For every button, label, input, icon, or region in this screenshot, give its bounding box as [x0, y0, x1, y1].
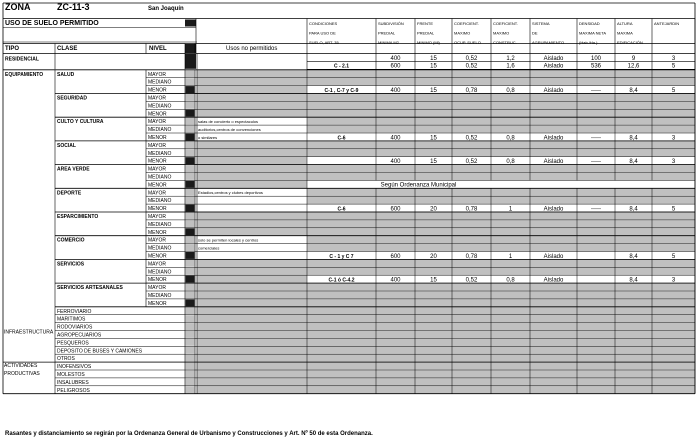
uso-no-permitido-7-1: comerciales [198, 245, 220, 251]
cond-grey-cell [307, 94, 695, 101]
cond-header-7-1: MAXIMA [617, 30, 633, 36]
eq-densidad-0: ----- [591, 87, 601, 94]
eq-altura-8: 8,4 [629, 277, 638, 284]
infra-clase-4: PESQUEROS [57, 340, 89, 347]
infra-grey-row [197, 323, 695, 330]
usos-grey-cell [197, 181, 307, 188]
nivel-dark-box [186, 86, 195, 93]
cond-header-1-2: MINIMA M2 [378, 40, 399, 45]
nivel-2-0: MAYOR [148, 119, 166, 126]
nivel-grey-box [186, 165, 195, 172]
cond-grey-cell [307, 228, 695, 235]
cond-header-4-0: COEFICIENT. [493, 21, 518, 26]
eq-antejardin-8: 3 [671, 277, 676, 284]
eq-cond-code-0: C-1 , C-7 y C-9 [324, 87, 359, 94]
cond-grey-cell [307, 197, 695, 204]
cond-header-6-0: DENSIDAD [579, 21, 600, 26]
usos-grey-cell [197, 78, 307, 85]
col-clase: CLASE [57, 46, 78, 52]
res-coef-ocup-0: 0,52 [465, 55, 478, 62]
cond-header-7-2: EDIFICACIÓN [617, 40, 643, 45]
cond-header-4-2: CONSTRUC. [493, 40, 517, 45]
infra-nivel-box [186, 339, 195, 346]
nivel-1-2: MENOR [148, 111, 167, 118]
nivel-grey-box [186, 268, 195, 275]
cond-header-6-1: MAXIMA NETA [579, 30, 607, 36]
nivel-2-1: MEDIANO [148, 127, 172, 134]
nivel-grey-box [186, 94, 195, 101]
usos-grey-cell [197, 94, 307, 101]
nivel-grey-box [186, 244, 195, 251]
res-subdivision-1: 600 [390, 63, 401, 70]
nivel-5-0: MAYOR [148, 190, 166, 197]
cond-header-1-1: PREDIAL [378, 30, 396, 36]
usos-grey-cell [197, 70, 307, 77]
infra-nivel-box [186, 315, 195, 322]
eq-coef-constr-0: 0,8 [506, 87, 515, 94]
nivel-1-1: MEDIANO [148, 103, 172, 110]
nivel-7-1: MEDIANO [148, 245, 172, 252]
eq-densidad-5: ----- [591, 206, 601, 213]
eq-altura-0: 8,4 [629, 87, 638, 94]
nivel-9-2: MENOR [148, 300, 167, 307]
cond-header-5-1: DE [532, 30, 538, 36]
res-coef-constr-1: 1,6 [506, 63, 515, 70]
clase-0: SALUD [57, 71, 75, 78]
cond-grey-cell [307, 268, 695, 275]
clase-6: ESPARCIMIENTO [57, 214, 99, 220]
res-subdivision-0: 400 [390, 55, 401, 62]
header-dark-box [185, 20, 196, 27]
cond-grey-cell [307, 244, 695, 251]
eq-subdivision-0: 400 [390, 87, 401, 94]
nivel-6-1: MEDIANO [148, 221, 172, 228]
nivel-8-2: MENOR [148, 277, 167, 284]
act-nivel-box [186, 386, 195, 393]
cond-grey-cell [307, 125, 695, 132]
uso-no-permitido-2-0: salas de concierto o espectaculos [198, 119, 259, 124]
cond-grey-cell [307, 110, 695, 117]
eq-densidad-3: ----- [591, 159, 601, 165]
cond-header-2-2: MINIMO (Ml) [417, 40, 440, 45]
eq-coef-constr-2: 0,8 [506, 135, 515, 142]
zona-code: ZC-11-3 [57, 2, 90, 12]
eq-cond-code-2: C-6 [337, 135, 346, 142]
eq-coef-constr-5: 1 [508, 206, 513, 213]
cond-grey-cell [307, 141, 695, 148]
eq-altura-5: 8,4 [629, 206, 638, 213]
cond-grey-cell [307, 220, 695, 227]
usos-grey-cell [197, 173, 307, 180]
act-nivel-box [186, 371, 195, 378]
nivel-9-0: MAYOR [148, 285, 166, 292]
tipo-actividades-1: PRODUCTIVAS [4, 371, 40, 378]
eq-coef-ocup-7: 0,78 [465, 253, 478, 260]
cond-header-3-0: COEFICIENT. [454, 21, 479, 26]
cond-grey-cell [307, 283, 695, 290]
nivel-grey-box [186, 173, 195, 180]
footer-note: Rasantes y distanciamiento se regirán por la Ordenanza General de Urbanismo y Construcciones y Art. Nº 50 de esta Ordenanza. [5, 431, 373, 437]
nivel-grey-box [186, 220, 195, 227]
usos-grey-cell [197, 102, 307, 109]
infra-nivel-box [186, 331, 195, 338]
nivel-6-0: MAYOR [148, 214, 166, 220]
eq-agrupamiento-7: Aislado [543, 253, 564, 260]
act-grey-row [197, 378, 695, 385]
infra-nivel-box [186, 307, 195, 314]
cond-grey-cell [307, 70, 695, 77]
nivel-grey-box [186, 189, 195, 196]
tipo-residencial: RESIDENCIAL [5, 56, 39, 63]
infra-clase-3: AGROPECUARIOS [57, 332, 102, 339]
nivel-grey-box [186, 126, 195, 133]
eq-cond-code-5: C-6 [337, 206, 346, 213]
usos-grey-cell [197, 276, 307, 283]
eq-antejardin-0: 5 [671, 87, 676, 94]
nivel-grey-box [186, 149, 195, 156]
eq-agrupamiento-5: Aislado [543, 206, 564, 213]
nivel-1-0: MAYOR [148, 95, 166, 102]
col-usos-no-permitidos: Usos no permitidos [226, 46, 278, 52]
infra-clase-2: RODOVIARIOS [57, 324, 93, 331]
act-grey-row [197, 362, 695, 369]
usos-grey-cell [197, 220, 307, 227]
res-coef-ocup-1: 0,52 [465, 63, 478, 70]
uso-no-permitido-2-1: auditorios,centros de convenciones [198, 126, 261, 132]
usos-grey-cell [197, 291, 307, 298]
nivel-grey-box [186, 118, 195, 125]
eq-agrupamiento-2: Aislado [543, 135, 564, 142]
nivel-3-2: MENOR [148, 158, 167, 165]
res-densidad-0: 100 [590, 55, 602, 62]
eq-frente-0: 15 [430, 87, 437, 94]
eq-coef-constr-8: 0,8 [506, 277, 515, 284]
eq-frente-3: 15 [430, 159, 437, 165]
clase-8: SERVICIOS [57, 261, 85, 268]
note-4: Según Ordenanza Municipal [380, 182, 457, 189]
tipo-equipamiento: EQUIPAMIENTO [5, 71, 44, 78]
clase-5: DEPORTE [57, 190, 82, 197]
nivel-grey-box [186, 197, 195, 204]
cond-grey-cell [307, 102, 695, 109]
eq-coef-constr-3: 0,8 [506, 159, 515, 165]
nivel-7-2: MENOR [148, 253, 167, 260]
uso-no-permitido-7-0: solo se permiten locales y centros [198, 237, 259, 243]
eq-antejardin-7: 5 [671, 253, 676, 260]
eq-agrupamiento-3: Aislado [543, 159, 564, 165]
nivel-0-2: MENOR [148, 87, 167, 94]
res-antejardin-0: 3 [671, 55, 676, 62]
cond-header-5-0: SISTEMA [532, 21, 550, 26]
nivel-9-1: MEDIANO [148, 293, 172, 299]
cond-grey-cell [307, 189, 695, 196]
act-nivel-box [186, 363, 195, 370]
eq-frente-8: 15 [430, 277, 437, 284]
location-label: San Joaquín [148, 6, 184, 12]
nivel-grey-box [186, 141, 195, 148]
usos-grey-cell [197, 165, 307, 172]
eq-subdivision-8: 400 [390, 277, 401, 284]
cond-grey-cell [307, 165, 695, 172]
nivel-grey-box [186, 292, 195, 299]
nivel-grey-box [186, 284, 195, 291]
usos-grey-cell [197, 228, 307, 235]
infra-nivel-box [186, 355, 195, 362]
infra-grey-row [197, 339, 695, 346]
nivel-4-1: MEDIANO [148, 174, 172, 181]
usos-grey-cell [197, 86, 307, 93]
infra-clase-1: MARITIMOS [57, 316, 86, 323]
usos-grey-cell [197, 212, 307, 219]
cond-header-0-0: CONDICIONES [309, 21, 338, 26]
nivel-dark-box [186, 110, 195, 117]
usos-grey-cell [197, 141, 307, 148]
infra-grey-row [197, 315, 695, 322]
cond-header-0-1: PARA USO DE [309, 30, 336, 36]
res-frente-1: 15 [430, 63, 437, 70]
cond-grey-cell [307, 149, 695, 156]
eq-coef-ocup-2: 0,52 [465, 135, 478, 142]
cond-header-5-2: AGRUPAMIENTO [532, 40, 565, 45]
cond-grey-cell [307, 236, 695, 243]
infra-grey-row [197, 307, 695, 314]
nivel-grey-box [186, 78, 195, 85]
eq-altura-2: 8,4 [629, 135, 638, 142]
zona-label: ZONA [5, 2, 31, 12]
eq-subdivision-7: 600 [390, 253, 401, 260]
infra-clase-5: DEPOSITO DE BUSES Y CAMIONES [57, 348, 143, 355]
nivel-dark-box [186, 134, 195, 141]
nivel-5-2: MENOR [148, 206, 167, 213]
nivel-dark-box [186, 205, 195, 212]
eq-frente-2: 15 [430, 135, 437, 142]
nivel-8-0: MAYOR [148, 261, 166, 268]
nivel-grey-box [186, 70, 195, 77]
tipo-infraestructura: INFRAESTRUCTURA [4, 329, 54, 336]
clase-9: SERVICIOS ARTESANALES [57, 285, 123, 292]
col-nivel: NIVEL [149, 46, 167, 52]
eq-coef-constr-7: 1 [508, 253, 513, 260]
act-nivel-box [186, 378, 195, 385]
eq-subdivision-5: 600 [390, 206, 401, 213]
nivel-5-1: MEDIANO [148, 198, 172, 205]
nivel-6-2: MENOR [148, 229, 167, 236]
cond-grey-cell [307, 78, 695, 85]
cond-header-1-0: SUBDIVISIÓN [378, 21, 404, 26]
usos-grey-cell [197, 299, 307, 306]
cond-grey-cell [307, 299, 695, 306]
nivel-dark-box [186, 228, 195, 235]
usos-grey-cell [197, 110, 307, 117]
res-usos [197, 54, 307, 69]
res-densidad-1: 536 [590, 63, 602, 70]
nivel-4-0: MAYOR [148, 166, 166, 173]
cond-grey-cell [307, 260, 695, 267]
nivel-7-0: MAYOR [148, 237, 166, 244]
res-cond-code-1: C - 2.1 [333, 63, 350, 70]
nivel-dark-box [186, 157, 195, 164]
clase-3: SOCIAL [57, 142, 76, 149]
uso-no-permitido-5-0: Estadios,centros y clubes deportivos [198, 190, 263, 196]
clase-2: CULTO Y CULTURA [57, 119, 104, 126]
cond-header-7-0: ALTURA [617, 21, 633, 26]
eq-antejardin-2: 3 [671, 135, 676, 142]
cond-header-2-0: FRENTE [417, 21, 433, 26]
act-clase-1: MOLESTOS [57, 372, 85, 378]
cond-header-8-0: ANTEJARDIN [654, 21, 680, 26]
eq-frente-5: 20 [430, 206, 437, 213]
nivel-8-1: MEDIANO [148, 269, 172, 276]
nivel-grey-box [186, 236, 195, 243]
cond-header-3-2: OCUP. SUELO [454, 40, 481, 45]
eq-subdivision-2: 400 [390, 135, 401, 142]
eq-altura-7: 8,4 [629, 253, 638, 260]
cond-grey-cell [307, 118, 695, 125]
usos-grey-cell [197, 283, 307, 290]
eq-cond-code-7: C - 1 y C 7 [329, 253, 354, 260]
act-clase-2: INSALUBRES [57, 379, 89, 386]
infra-grey-row [197, 355, 695, 362]
res-agrupamiento-0: Aislado [543, 55, 564, 62]
res-dark-box [185, 54, 196, 69]
nivel-dark-box [186, 252, 195, 259]
nivel-3-1: MEDIANO [148, 150, 172, 157]
res-altura-1: 12,6 [627, 63, 640, 70]
eq-antejardin-5: 5 [671, 206, 676, 213]
clase-7: COMERCIO [57, 237, 85, 244]
cond-header-6-2: (Hab./Ha.) [579, 40, 598, 45]
infra-clase-0: FERROVIARIO [57, 308, 92, 315]
tipo-actividades-0: ACTIVIDADES [4, 363, 38, 370]
nivel-dark-box [186, 181, 195, 188]
nivel-2-2: MENOR [148, 135, 167, 141]
eq-coef-ocup-3: 0,52 [465, 159, 478, 165]
res-altura-0: 9 [631, 55, 636, 62]
nivel-3-0: MAYOR [148, 142, 166, 149]
eq-antejardin-3: 3 [671, 159, 676, 165]
res-coef-constr-0: 1,2 [506, 55, 515, 62]
act-clase-3: PELIGROSOS [57, 387, 90, 394]
cond-header-3-1: MAXIMO [454, 30, 471, 36]
cond-header-2-1: PREDIAL [417, 30, 435, 36]
res-antejardin-1: 5 [671, 63, 676, 70]
act-grey-row [197, 370, 695, 377]
infra-clase-6: OTROS [57, 356, 75, 363]
nivel-grey-box [186, 213, 195, 220]
usos-grey-cell [197, 149, 307, 156]
cond-grey-cell [307, 291, 695, 298]
res-frente-0: 15 [430, 55, 437, 62]
cond-header-0-2: SUELO, ART. 35 [309, 40, 339, 45]
clase-4: AREA VERDE [57, 166, 90, 173]
eq-coef-ocup-0: 0,78 [465, 87, 478, 94]
col-tipo: TIPO [5, 46, 20, 52]
nivel-0-1: MEDIANO [148, 79, 172, 86]
usos-grey-cell [197, 260, 307, 267]
nivel-dark-box [186, 276, 195, 283]
eq-coef-ocup-8: 0,52 [465, 277, 478, 284]
header-nivel-dark [185, 44, 196, 53]
usos-grey-cell [197, 157, 307, 164]
infra-grey-row [197, 331, 695, 338]
nivel-grey-box [186, 260, 195, 267]
infra-grey-row [197, 347, 695, 354]
eq-agrupamiento-0: Aislado [543, 87, 564, 94]
nivel-grey-box [186, 102, 195, 109]
nivel-0-0: MAYOR [148, 71, 166, 78]
usos-grey-cell [197, 268, 307, 275]
cond-grey-cell [307, 212, 695, 219]
nivel-4-2: MENOR [148, 182, 167, 189]
nivel-dark-box [186, 299, 195, 306]
act-grey-row [197, 386, 695, 393]
infra-nivel-box [186, 347, 195, 354]
clase-1: SEGURIDAD [57, 95, 88, 102]
eq-densidad-2: ----- [591, 135, 601, 142]
act-clase-0: INOFENSIVOS [57, 364, 92, 371]
res-agrupamiento-1: Aislado [543, 63, 564, 70]
eq-altura-3: 8,4 [629, 159, 638, 165]
cond-header-4-1: MAXIMO [493, 30, 510, 36]
eq-agrupamiento-8: Aislado [543, 277, 564, 284]
infra-nivel-box [186, 323, 195, 330]
cond-grey-cell [307, 173, 695, 180]
uso-suelo-title: USO DE SUELO PERMITIDO [5, 20, 99, 27]
eq-coef-ocup-5: 0,78 [465, 206, 478, 213]
uso-no-permitido-2-2: o similares [198, 134, 218, 140]
table-fills [185, 20, 695, 394]
eq-frente-7: 20 [430, 253, 437, 260]
eq-cond-code-8: C-1 ó C-4.2 [328, 277, 355, 284]
eq-subdivision-3: 400 [390, 159, 401, 165]
